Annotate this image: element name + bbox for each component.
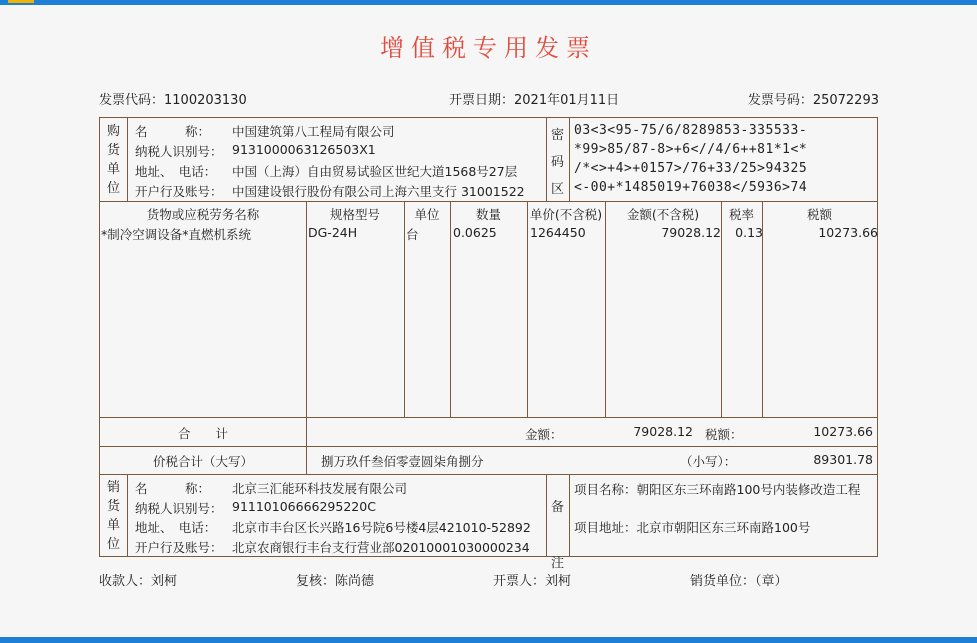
divider-col-unit <box>450 201 451 417</box>
divider-remarks-label <box>569 474 570 556</box>
buyer-label-char: 单 <box>106 162 120 177</box>
invoice-number-value: 25072293 <box>812 93 879 108</box>
header-rate: 税率 <box>728 207 754 222</box>
cipher-label-char: 码 <box>550 155 564 170</box>
divider-col-spec <box>404 201 405 417</box>
header-unit: 单位 <box>414 207 440 222</box>
cipher-label-char: 密 <box>550 128 564 143</box>
grand-total-words: 捌万玖仟叁佰零壹圆柒角捌分 <box>321 454 484 469</box>
divider-grand-total-bottom <box>100 474 877 475</box>
remarks-project-name: 项目名称：朝阳区东三环南路100号内装修改造工程 <box>574 482 861 497</box>
item-unit: 台 <box>406 227 419 242</box>
invoice-code-label: 发票代码： <box>99 93 165 108</box>
buyer-section-label <box>100 122 127 198</box>
item-price: 1264450 <box>530 225 586 240</box>
grand-total-small-label: （小写）： <box>680 454 737 469</box>
buyer-label-char: 货 <box>106 143 120 158</box>
divider-col-qty <box>527 201 528 417</box>
header-item-name: 货物或应税劳务名称 <box>146 207 260 222</box>
seller-label-char: 单 <box>106 518 120 533</box>
divider-col-name <box>306 201 307 474</box>
item-rate: 0.13 <box>735 225 763 240</box>
footer-reviewer: 复核：陈尚德 <box>296 574 375 589</box>
seller-address-label: 地址、 电话： <box>135 520 217 535</box>
divider-seller-label <box>127 474 128 556</box>
buyer-bank-label: 开户行及账号： <box>135 184 223 199</box>
invoice-table <box>99 117 878 571</box>
invoice-title: 增值税专用发票 <box>380 34 597 62</box>
seller-bank: 北京农商银行丰台支行营业部02010001030000234 <box>232 540 530 555</box>
remarks-project-address: 项目地址：北京市朝阳区东三环南路100号 <box>574 520 811 535</box>
cipher-label-char: 区 <box>550 182 564 197</box>
buyer-tax-id-label: 纳税人识别号： <box>135 144 223 159</box>
seller-address: 北京市丰台区长兴路16号院6号楼4层421010-52892 <box>232 520 531 535</box>
buyer-name-label: 名 称： <box>135 124 211 139</box>
remarks-label-char: 备 <box>550 500 564 515</box>
seller-tax-id-label: 纳税人识别号： <box>135 501 223 516</box>
buyer-address: 中国（上海）自由贸易试验区世纪大道1568号27层 <box>232 164 518 179</box>
seller-name: 北京三汇能环科技发展有限公司 <box>232 481 408 496</box>
buyer-label-char: 购 <box>106 124 120 139</box>
header-tax: 税额 <box>806 207 832 222</box>
invoice-date-label: 开票日期： <box>449 93 515 108</box>
seller-section-label <box>100 478 127 554</box>
buyer-bank: 中国建设银行股份有限公司上海六里支行 31001522 <box>232 184 525 199</box>
totals-amount-label: 金额： <box>525 427 563 442</box>
buyer-tax-id: 9131000063126503X1 <box>232 142 376 157</box>
cipher-line: *99>85/87-8>+6<//4/6++81*1<* <box>574 142 808 157</box>
header-amount: 金额(不含税) <box>626 207 700 222</box>
seller-label-char: 货 <box>106 499 120 514</box>
item-qty: 0.0625 <box>453 225 497 240</box>
remarks-label-char: 注 <box>550 556 564 571</box>
cipher-line: 03<3<95-75/6/8289853-335533- <box>574 123 808 138</box>
cipher-line: /*<>+4>+0157>/76+33/25>94325 <box>574 161 808 176</box>
invoice-date <box>449 89 619 108</box>
buyer-label-char: 位 <box>106 181 120 196</box>
seller-label-char: 位 <box>106 537 120 552</box>
invoice-code <box>99 89 247 108</box>
invoice-number-label: 发票号码： <box>747 93 813 108</box>
top-accent-bar <box>0 0 977 5</box>
bottom-accent-bar <box>0 637 977 643</box>
seller-label-char: 销 <box>106 480 120 495</box>
divider-totals-bottom <box>100 446 877 447</box>
header-spec: 规格型号 <box>329 207 380 222</box>
buyer-address-label: 地址、 电话： <box>135 164 217 179</box>
invoice-code-value: 1100203130 <box>164 93 247 108</box>
totals-tax-label: 税额： <box>705 427 743 442</box>
invoice-date-value: 2021年01月11日 <box>514 93 620 108</box>
cipher-section-label <box>546 122 569 203</box>
header-price: 单价(不含税) <box>529 207 603 222</box>
totals-tax: 10273.66 <box>813 424 873 439</box>
header-qty: 数量 <box>475 207 501 222</box>
cipher-line: <-00+*1485019+76038</5936>74 <box>574 180 808 195</box>
invoice-number <box>748 89 879 108</box>
item-spec: DG-24H <box>308 225 358 240</box>
item-name: *制冷空调设备*直燃机系统 <box>101 227 252 242</box>
item-tax: 10273.66 <box>818 225 878 240</box>
buyer-name: 中国建筑第八工程局有限公司 <box>232 124 395 139</box>
seller-tax-id: 91110106666295220C <box>232 499 376 514</box>
grand-total-small: 89301.78 <box>813 452 873 467</box>
top-corner-mark <box>8 0 34 3</box>
footer-seller-stamp: 销货单位：（章） <box>690 574 788 589</box>
footer-issuer: 开票人：刘柯 <box>493 574 572 589</box>
totals-label: 合 计 <box>177 426 228 441</box>
item-amount: 79028.12 <box>661 225 721 240</box>
grand-total-label: 价税合计（大写） <box>152 454 253 469</box>
footer-payee: 收款人：刘柯 <box>99 574 178 589</box>
seller-name-label: 名 称： <box>135 481 211 496</box>
totals-amount: 79028.12 <box>633 424 693 439</box>
seller-bank-label: 开户行及账号： <box>135 540 223 555</box>
divider-buyer-bottom <box>100 201 877 202</box>
divider-cipher-label <box>569 118 570 201</box>
divider-items-bottom <box>100 417 877 418</box>
divider-buyer-label <box>127 118 128 201</box>
